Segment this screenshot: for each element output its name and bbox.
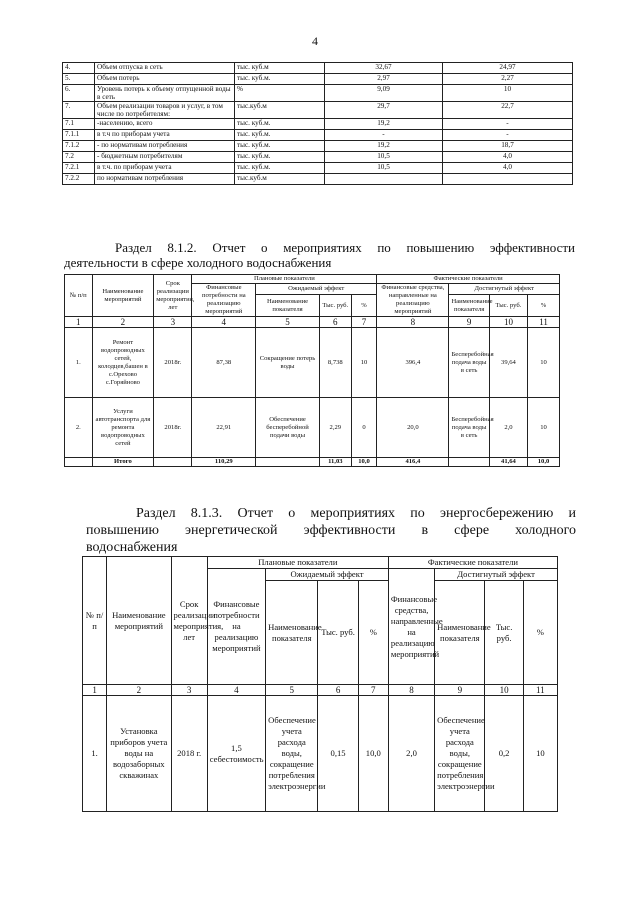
fin-spent: 20,0 <box>377 398 449 458</box>
column-number: 5 <box>256 317 320 328</box>
header-fin-spent: Финансовые средства, направленные на реализацию мероприятий <box>388 569 434 685</box>
header-indicator-name: Наименование показателя <box>256 295 320 317</box>
thous: 8,738 <box>319 328 351 398</box>
header-num: № п/п <box>65 275 93 317</box>
value-fact: - <box>443 130 573 141</box>
column-number: 3 <box>171 685 207 696</box>
value-plan: 19,2 <box>325 119 443 130</box>
term: 2018 г. <box>171 696 207 812</box>
value-fact <box>443 174 573 185</box>
table-row <box>63 85 573 102</box>
unit: тыс.куб.м <box>235 174 325 185</box>
column-number: 1 <box>65 317 93 328</box>
indicator: -населению, всего <box>95 119 235 130</box>
fin-spent: 2,0 <box>388 696 434 812</box>
unit: тыс. куб.м. <box>235 152 325 163</box>
row-number: 6. <box>63 85 95 102</box>
fin-spent: 396,4 <box>377 328 449 398</box>
indicator: - по нормативам потребления <box>95 141 235 152</box>
column-number: 2 <box>92 317 154 328</box>
fin-need: 22,91 <box>192 398 256 458</box>
header-fin-need: Финансовые потребности на реализацию мероприятий <box>192 284 256 317</box>
total-fin: 110,29 <box>192 458 256 467</box>
page-number: 4 <box>312 34 318 48</box>
indicator-name: Сокращение потерь воды <box>256 328 320 398</box>
value-plan: 9,09 <box>325 85 443 102</box>
unit: тыс. куб.м <box>235 63 325 74</box>
header-thous-2: Тыс. руб. <box>485 581 523 685</box>
value-plan <box>325 174 443 185</box>
header-pct-2: % <box>528 295 560 317</box>
pct: 10 <box>351 328 377 398</box>
pct: 10,0 <box>358 696 388 812</box>
table-row <box>65 398 560 458</box>
indicator: - бюджетным потребителям <box>95 152 235 163</box>
value-plan: 2,97 <box>325 74 443 85</box>
column-number: 7 <box>351 317 377 328</box>
column-number: 11 <box>523 685 557 696</box>
row-number: 7.2.1 <box>63 163 95 174</box>
value-fact: 22,7 <box>443 102 573 119</box>
measure-name: Услуги автотранспорта для ремонта водопроводных сетей <box>92 398 154 458</box>
value-fact: 18,7 <box>443 141 573 152</box>
table-row <box>63 74 573 85</box>
thous-2: 2,0 <box>489 398 527 458</box>
value-plan: 19,2 <box>325 141 443 152</box>
total-pct-2: 10,0 <box>528 458 560 467</box>
header-name: Наименование мероприятий <box>92 275 154 317</box>
table-row <box>63 163 573 174</box>
header-expected: Ожидаемый эффект <box>256 284 377 295</box>
unit: тыс. куб.м. <box>235 141 325 152</box>
header-name: Наименование мероприятий <box>107 557 171 685</box>
row-number: 1. <box>65 328 93 398</box>
header-fin-spent: Финансовые средства, направленные на реализацию мероприятий <box>377 284 449 317</box>
indicator: Объем отпуска в сеть <box>95 63 235 74</box>
measure-name: Ремонт водопроводных сетей, колодцев,башен в с.Орехово с.Горяйново <box>92 328 154 398</box>
column-number: 9 <box>435 685 485 696</box>
total-fin-2: 416,4 <box>377 458 449 467</box>
unit: тыс. куб.м. <box>235 163 325 174</box>
header-achieved: Достигнутый эффект <box>435 569 558 581</box>
column-number: 5 <box>266 685 318 696</box>
row-number: 5. <box>63 74 95 85</box>
column-number: 2 <box>107 685 171 696</box>
indicator: Объем реализации товаров и услуг, в том числе по потребителям: <box>95 102 235 119</box>
indicator-name: Обеспечение учета расхода воды, сокращение потребления электроэнергии <box>266 696 318 812</box>
indicators-table <box>62 62 573 185</box>
header-actual: Фактические показатели <box>377 275 560 284</box>
indicator-name-2: Бесперебойная подача воды в сеть <box>449 398 489 458</box>
row-number: 7. <box>63 102 95 119</box>
row-number: 1. <box>83 696 107 812</box>
column-numbers-row <box>83 685 558 696</box>
thous-2: 39,64 <box>489 328 527 398</box>
unit: тыс. куб.м. <box>235 74 325 85</box>
column-numbers-row <box>65 317 560 328</box>
column-number: 3 <box>154 317 192 328</box>
header-planned: Плановые показатели <box>207 557 388 569</box>
indicator-name-2: Бесперебойная подача воды в сеть <box>449 328 489 398</box>
header-pct-2: % <box>523 581 557 685</box>
value-fact: - <box>443 119 573 130</box>
header-num: № п/п <box>83 557 107 685</box>
pct-2: 10 <box>523 696 557 812</box>
row-number: 2. <box>65 398 93 458</box>
header-indicator-name-2: Наименование показателя <box>435 581 485 685</box>
column-number: 6 <box>319 317 351 328</box>
section-heading-8-1-2: Раздел 8.1.2. Отчет о мероприятиях по повышению эффективности <box>115 240 575 255</box>
term: 2018г. <box>154 328 192 398</box>
value-plan: 29,7 <box>325 102 443 119</box>
row-number: 4. <box>63 63 95 74</box>
pct: 0 <box>351 398 377 458</box>
column-number: 8 <box>388 685 434 696</box>
unit: тыс.куб.м <box>235 102 325 119</box>
table-row <box>63 141 573 152</box>
row-number: 7.1.1 <box>63 130 95 141</box>
indicator: Объем потерь <box>95 74 235 85</box>
measure-name: Установка приборов учета воды на водозаборных скважинах <box>107 696 171 812</box>
fin-need: 1,5 себестоимость <box>207 696 265 812</box>
section-heading-8-1-3-cont: повышению энергетической эффективности в сфере холодного <box>86 523 576 538</box>
header-thous-2: Тыс. руб. <box>489 295 527 317</box>
thous-2: 0,2 <box>485 696 523 812</box>
header-expected: Ожидаемый эффект <box>266 569 389 581</box>
column-number: 1 <box>83 685 107 696</box>
value-fact: 4,0 <box>443 163 573 174</box>
header-achieved: Достигнутый эффект <box>449 284 560 295</box>
table-row <box>65 328 560 398</box>
header-planned: Плановые показатели <box>192 275 377 284</box>
table-row <box>63 63 573 74</box>
value-plan: 10,5 <box>325 163 443 174</box>
header-fin-need: Финансовые потребности на реализацию мероприятий <box>207 569 265 685</box>
column-number: 10 <box>489 317 527 328</box>
header-thous: Тыс. руб. <box>318 581 358 685</box>
indicator: в т.ч по приборам учета <box>95 130 235 141</box>
header-thous: Тыс. руб. <box>319 295 351 317</box>
value-fact: 10 <box>443 85 573 102</box>
table-row <box>83 696 558 812</box>
table-row <box>63 174 573 185</box>
column-number: 10 <box>485 685 523 696</box>
column-number: 9 <box>449 317 489 328</box>
header-indicator-name-2: Наименование показателя <box>449 295 489 317</box>
column-number: 6 <box>318 685 358 696</box>
indicator-name-2: Обеспечение учета расхода воды, сокращение потребления электроэнергии <box>435 696 485 812</box>
unit: % <box>235 85 325 102</box>
indicator: Уровень потерь к объему отпущенной воды в сеть <box>95 85 235 102</box>
column-number: 4 <box>207 685 265 696</box>
column-number: 7 <box>358 685 388 696</box>
section-heading-8-1-2-cont: деятельности в сфере холодного водоснабжения <box>64 255 332 270</box>
indicator-name: Обеспечение бесперебойной подачи воды <box>256 398 320 458</box>
total-thous: 11,03 <box>319 458 351 467</box>
energy-saving-table <box>82 556 558 812</box>
section-heading-8-1-3: Раздел 8.1.3. Отчет о мероприятиях по энергосбережению и <box>136 506 576 521</box>
column-number: 4 <box>192 317 256 328</box>
column-number: 11 <box>528 317 560 328</box>
efficiency-measures-table <box>64 274 560 467</box>
total-label: Итого <box>92 458 154 467</box>
pct-2: 10 <box>528 398 560 458</box>
term: 2018г. <box>154 398 192 458</box>
fin-need: 87,38 <box>192 328 256 398</box>
unit: тыс. куб.м. <box>235 130 325 141</box>
row-number: 7.2 <box>63 152 95 163</box>
table-row <box>63 102 573 119</box>
total-thous-2: 41,64 <box>489 458 527 467</box>
table-row <box>63 119 573 130</box>
header-actual: Фактические показатели <box>388 557 557 569</box>
section-heading-8-1-3-cont2: водоснабжения <box>86 540 178 555</box>
row-number: 7.1.2 <box>63 141 95 152</box>
indicator: по нормативам потребления <box>95 174 235 185</box>
pct-2: 10 <box>528 328 560 398</box>
indicator: в т.ч. по приборам учета <box>95 163 235 174</box>
total-pct: 10,0 <box>351 458 377 467</box>
value-plan: - <box>325 130 443 141</box>
table-row <box>63 152 573 163</box>
value-fact: 24,97 <box>443 63 573 74</box>
column-number: 8 <box>377 317 449 328</box>
header-term: Срок реализации мероприятия, лет <box>171 557 207 685</box>
value-plan: 10,5 <box>325 152 443 163</box>
header-pct: % <box>351 295 377 317</box>
header-pct: % <box>358 581 388 685</box>
table-row <box>63 130 573 141</box>
row-number: 7.2.2 <box>63 174 95 185</box>
thous: 2,29 <box>319 398 351 458</box>
row-number: 7.1 <box>63 119 95 130</box>
total-row <box>65 458 560 467</box>
unit: тыс. куб.м. <box>235 119 325 130</box>
value-plan: 32,67 <box>325 63 443 74</box>
thous: 0,15 <box>318 696 358 812</box>
header-term: Срок реализации мероприятия, лет <box>154 275 192 317</box>
value-fact: 2,27 <box>443 74 573 85</box>
value-fact: 4,0 <box>443 152 573 163</box>
header-indicator-name: Наименование показателя <box>266 581 318 685</box>
